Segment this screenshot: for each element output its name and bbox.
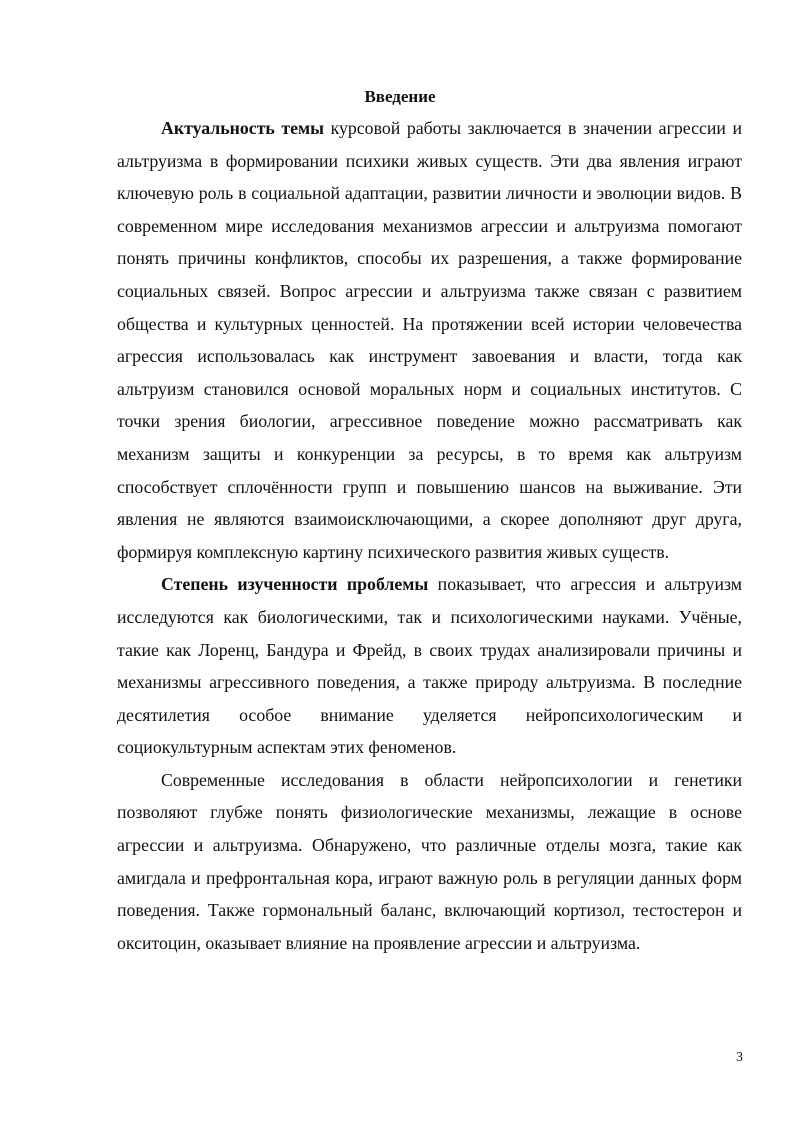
paragraph-research-degree	[117, 568, 742, 764]
paragraph-lead: Степень изученности проблемы	[161, 574, 429, 595]
paragraph-text: показывает, что агрессия и альтруизм исследуются как биологическими, так и психологическими науками. Учёные, такие как Лоренц, Бандура и Фрейд, в своих трудах анализировали причины и механизмы агрессивного поведения, а также природу альтруизма. В последние десятилетия особое внимание уделяется нейропсихологическим и социокультурным аспектам этих феноменов.	[117, 574, 742, 758]
page-title: Введение	[364, 87, 436, 106]
page-number: 3	[736, 1050, 743, 1065]
paragraph-modern-research	[117, 764, 742, 960]
paragraph-text: Современные исследования в области нейропсихологии и генетики позволяют глубже понять физиологические механизмы, лежащие в основе агрессии и альтруизма. Обнаружено, что различные отделы мозга, такие как амигдала и префронтальная кора, играют важную роль в регуляции данных форм поведения. Также гормональный баланс, включающий кортизол, тестостерон и окситоцин, оказывает влияние на проявление агрессии и альтруизма.	[117, 769, 742, 953]
paragraph-text: курсовой работы заключается в значении агрессии и альтруизма в формировании психики живых существ. Эти два явления играют ключевую роль в социальной адаптации, развитии личности и эволюции видов. В современном мире исследования механизмов агрессии и альтруизма помогают понять причины конфликтов, способы их разрешения, а также формирование социальных связей. Вопрос агрессии и альтруизма также связан с развитием общества и культурных ценностей. На протяжении всей истории человечества агрессия использовалась как инструмент завоевания и власти, тогда как альтруизм становился основой моральных норм и социальных институтов. С точки зрения биологии, агрессивное поведение можно рассматривать как механизм защиты и конкуренции за ресурсы, в то время как альтруизм способствует сплочённости групп и повышению шансов на выживание. Эти явления не являются взаимоисключающими, а скорее дополняют друг друга, формируя комплексную картину психического развития живых существ.	[117, 118, 743, 562]
paragraph-relevance	[117, 112, 742, 568]
paragraph-lead: Актуальность темы	[161, 118, 325, 138]
body-text	[117, 112, 742, 959]
